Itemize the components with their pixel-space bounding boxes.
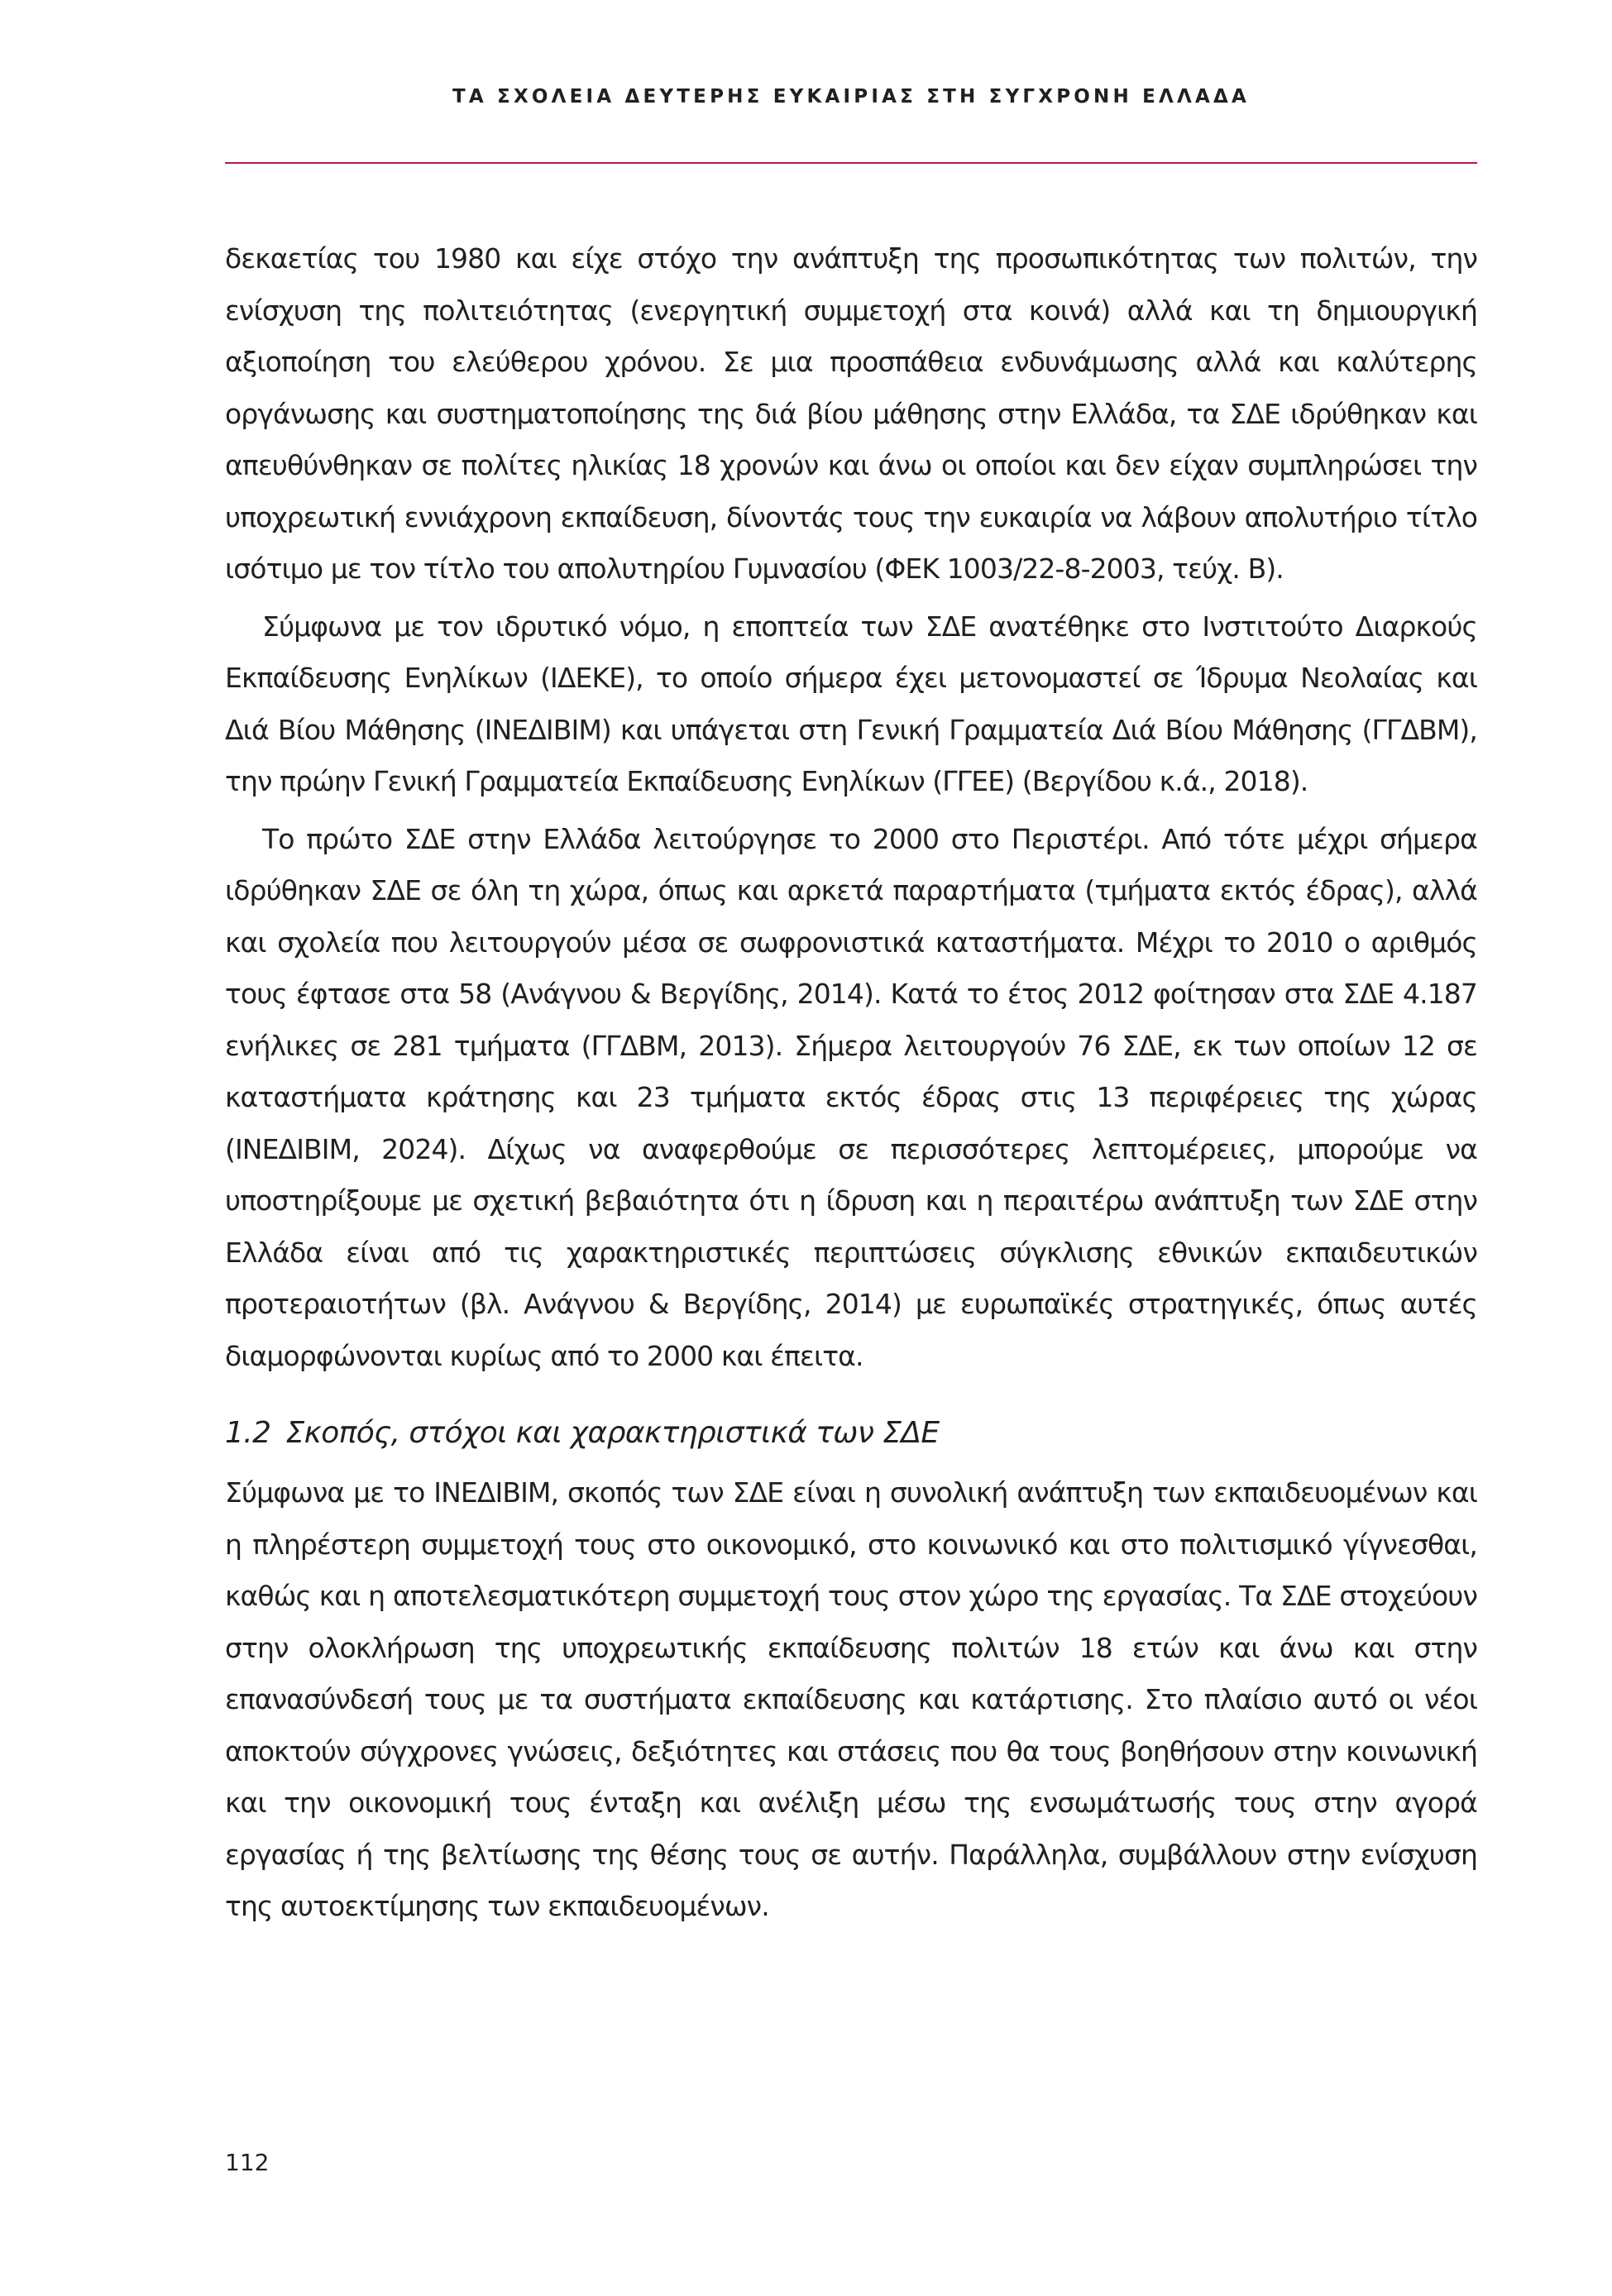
page-number: 112 — [225, 2149, 270, 2176]
header-divider-rule — [225, 162, 1477, 164]
page-body — [225, 233, 1477, 1939]
section-number: 1.2 — [225, 1416, 271, 1450]
running-header-title: ΤΑ ΣΧΟΛΕΙΑ ΔΕΥΤΕΡΗΣ ΕΥΚΑΙΡΙΑΣ ΣΤΗ ΣΥΓΧΡΟΝΗ ΕΛΛΑΔΑ — [452, 86, 1251, 108]
body-paragraph: Σύμφωνα με τον ιδρυτικό νόμο, η εποπτεία των ΣΔΕ ανατέθηκε στο Ινστιτούτο Διαρκούς Εκπαίδευσης Ενηλίκων (ΙΔΕΚΕ), το οποίο σήμερα έχει μετονομαστεί σε Ίδρυμα Νεολαίας και Διά Βίου Μάθησης (ΙΝΕΔΙΒΙΜ) και υπάγεται στη Γενική Γραμματεία Διά Βίου Μάθησης (ΓΓΔΒΜ), την πρώην Γενική Γραμματεία Εκπαίδευσης Ενηλίκων (ΓΓΕΕ) (Βεργίδου κ.ά., 2018). — [225, 610, 1477, 797]
section-title: Σκοπός, στόχοι και χαρακτηριστικά των ΣΔΕ — [285, 1416, 940, 1450]
body-paragraph: Σύμφωνα με το ΙΝΕΔΙΒΙΜ, σκοπός των ΣΔΕ είναι η συνολική ανάπτυξη των εκπαιδευομένων και η πληρέστερη συμμετοχή τους στο οικονομικό, στο κοινωνικό και στο πολιτισμικό γίγνεσθαι, καθώς και η αποτελεσματικότερη συμμετοχή τους στον χώρο της εργασίας. Τα ΣΔΕ στοχεύουν στην ολοκλήρωση της υποχρεωτικής εκπαίδευσης πολιτών 18 ετών και άνω και στην επανασύνδεσή τους με τα συστήματα εκπαίδευσης και κατάρτισης. Στο πλαίσιο αυτό οι νέοι αποκτούν σύγχρονες γνώσεις, δεξιότητες και στάσεις που θα τους βοηθήσουν στην κοινωνική και την οικονομική τους ένταξη και ανέλιξη μέσω της ενσωμάτωσής τους στην αγορά εργασίας ή της βελτίωσης της θέσης τους σε αυτήν. Παράλληλα, συμβάλλουν στην ενίσχυση της αυτοεκτίμησης των εκπαιδευομένων. — [225, 1476, 1477, 1922]
body-paragraph-continued: δεκαετίας του 1980 και είχε στόχο την ανάπτυξη της προσωπικότητας των πολιτών, την ενίσχυση της πολιτειότητας (ενεργητική συμμετοχή στα κοινά) αλλά και τη δημιουργική αξιοποίηση του ελεύθερου χρόνου. Σε μια προσπάθεια ενδυνάμωσης αλλά και καλύτερης οργάνωσης και συστηματοποίησης της διά βίου μάθησης στην Ελλάδα, τα ΣΔΕ ιδρύθηκαν και απευθύνθηκαν σε πολίτες ηλικίας 18 χρονών και άνω οι οποίοι και δεν είχαν συμπληρώσει την υποχρεωτική εννιάχρονη εκπαίδευση, δίνοντάς τους την ευκαιρία να λάβουν απολυτήριο τίτλο ισότιμο με τον τίτλο του απολυτηρίου Γυμνασίου (ΦΕΚ 1003/22-8-2003, τεύχ. Β). — [225, 242, 1477, 585]
body-paragraph: Το πρώτο ΣΔΕ στην Ελλάδα λειτούργησε το 2000 στο Περιστέρι. Από τότε μέχρι σήμερα ιδρύθηκαν ΣΔΕ σε όλη τη χώρα, όπως και αρκετά παραρτήματα (τμήματα εκτός έδρας), αλλά και σχολεία που λειτουργούν μέσα σε σωφρονιστικά καταστήματα. Μέχρι το 2010 ο αριθμός τους έφτασε στα 58 (Ανάγνου & Βεργίδης, 2014). Κατά το έτος 2012 φοίτησαν στα ΣΔΕ 4.187 ενήλικες σε 281 τμήματα (ΓΓΔΒΜ, 2013). Σήμερα λειτουργούν 76 ΣΔΕ, εκ των οποίων 12 σε καταστήματα κράτησης και 23 τμήματα εκτός έδρας στις 13 περιφέρειες της χώρας (ΙΝΕΔΙΒΙΜ, 2024). Δίχως να αναφερθούμε σε περισσότερες λεπτομέρειες, μπορούμε να υποστηρίξουμε με σχετική βεβαιότητα ότι η ίδρυση και η περαιτέρω ανάπτυξη των ΣΔΕ στην Ελλάδα είναι από τις χαρακτηριστικές περιπτώσεις σύγκλισης εθνικών εκπαιδευτικών προτεραιοτήτων (βλ. Ανάγνου & Βεργίδης, 2014) με ευρωπαϊκές στρατηγικές, όπως αυτές διαμορφώνονται κυρίως από το 2000 και έπειτα. — [225, 822, 1477, 1372]
section-heading — [225, 1408, 1477, 1459]
